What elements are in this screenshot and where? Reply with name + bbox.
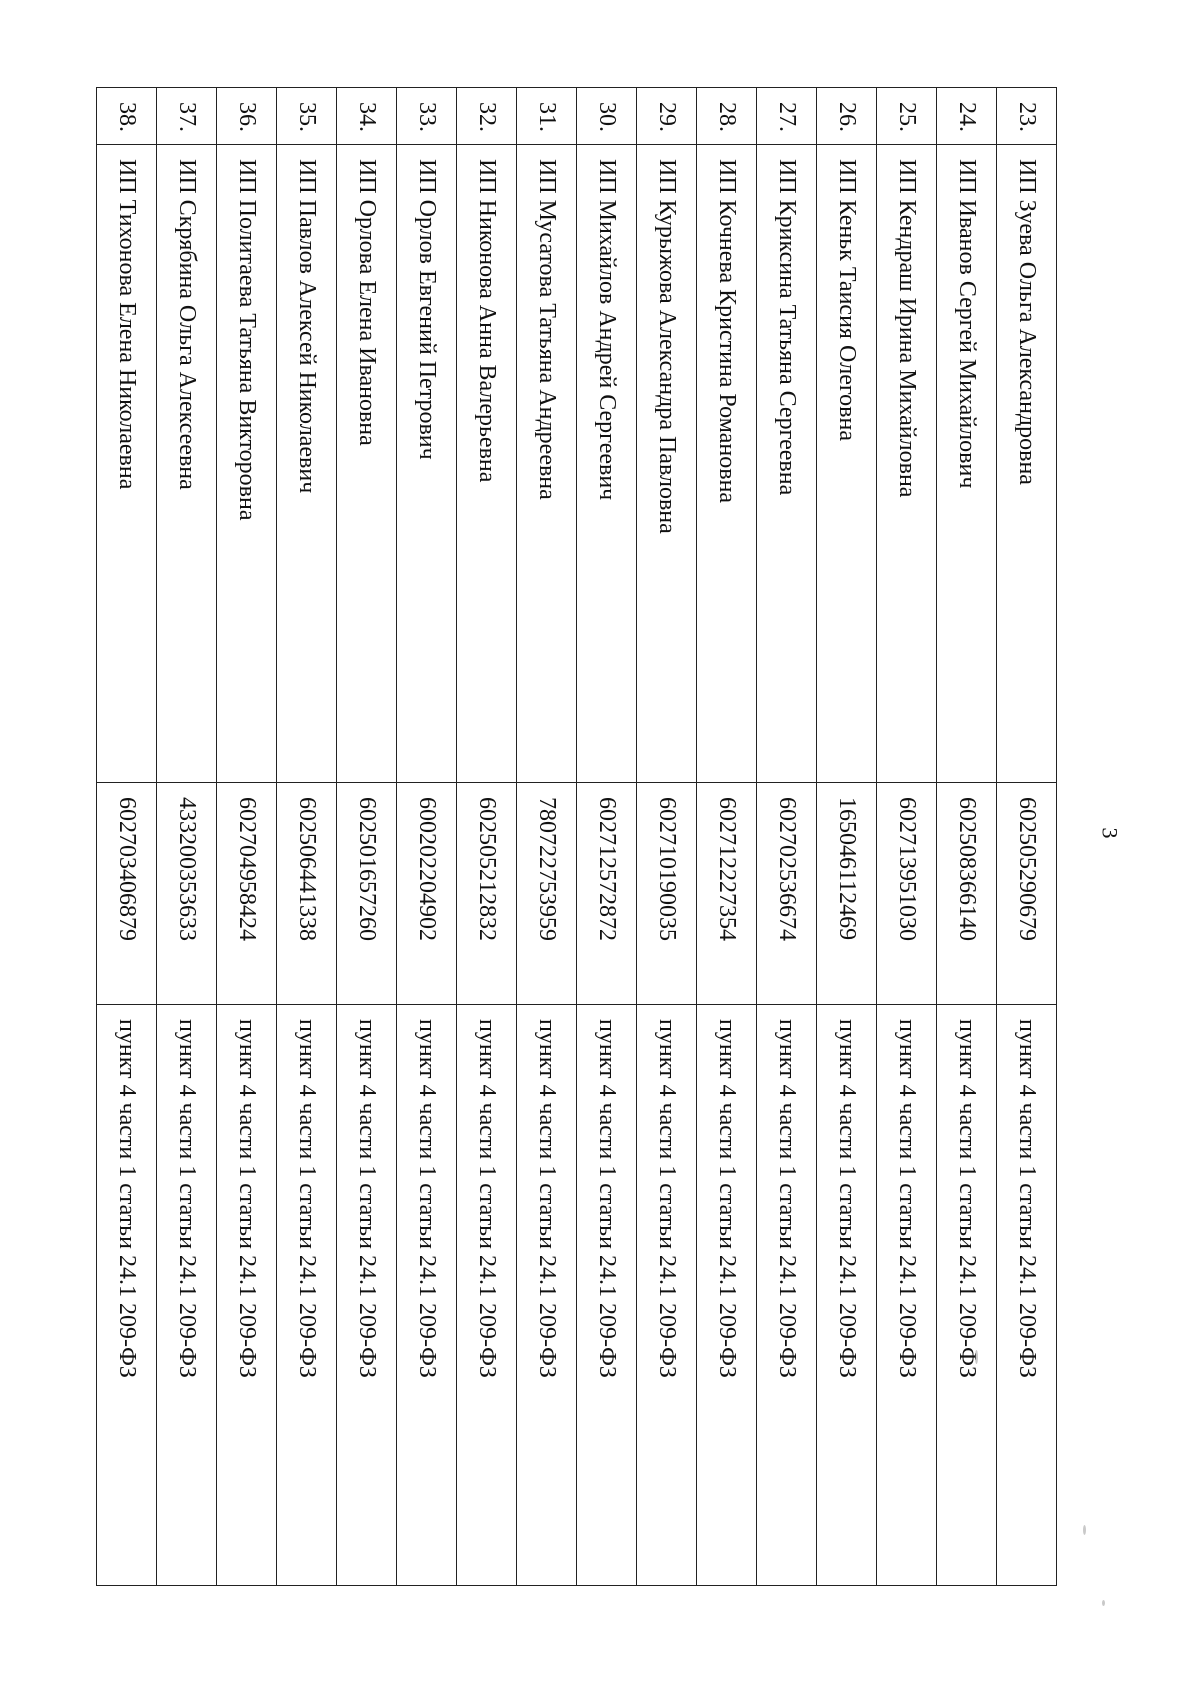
inn-cell: 602710190035 bbox=[637, 783, 697, 1005]
scan-speck bbox=[1083, 1525, 1086, 1535]
table-row bbox=[337, 88, 397, 1586]
inn-cell: 602702536674 bbox=[757, 783, 817, 1005]
inn-cell: 602501657260 bbox=[337, 783, 397, 1005]
entrepreneur-name-cell: ИП Мусатова Татьяна Андреевна bbox=[517, 145, 577, 783]
row-number-cell: 37. bbox=[157, 88, 217, 145]
legal-basis-cell: пункт 4 части 1 статьи 24.1 209-ФЗ bbox=[277, 1005, 337, 1586]
row-number-cell: 25. bbox=[877, 88, 937, 145]
inn-cell: 602713951030 bbox=[877, 783, 937, 1005]
inn-cell: 165046112469 bbox=[817, 783, 877, 1005]
inn-cell: 600202204902 bbox=[397, 783, 457, 1005]
legal-basis-cell: пункт 4 части 1 статьи 24.1 209-ФЗ bbox=[937, 1005, 997, 1586]
entrepreneur-name-cell: ИП Политаева Татьяна Викторовна bbox=[217, 145, 277, 783]
entrepreneurs-table bbox=[96, 87, 1057, 1586]
inn-cell: 780722753959 bbox=[517, 783, 577, 1005]
row-number-cell: 29. bbox=[637, 88, 697, 145]
legal-basis-cell: пункт 4 части 1 статьи 24.1 209-ФЗ bbox=[97, 1005, 157, 1586]
row-number-cell: 38. bbox=[97, 88, 157, 145]
legal-basis-cell: пункт 4 части 1 статьи 24.1 209-ФЗ bbox=[517, 1005, 577, 1586]
row-number-cell: 30. bbox=[577, 88, 637, 145]
inn-cell: 602712572872 bbox=[577, 783, 637, 1005]
inn-cell: 602505290679 bbox=[997, 783, 1057, 1005]
legal-basis-cell: пункт 4 части 1 статьи 24.1 209-ФЗ bbox=[337, 1005, 397, 1586]
inn-cell: 602506441338 bbox=[277, 783, 337, 1005]
entrepreneur-name-cell: ИП Орлова Елена Ивановна bbox=[337, 145, 397, 783]
row-number-cell: 31. bbox=[517, 88, 577, 145]
table-row bbox=[217, 88, 277, 1586]
entrepreneur-name-cell: ИП Михайлов Андрей Сергеевич bbox=[577, 145, 637, 783]
legal-basis-cell: пункт 4 части 1 статьи 24.1 209-ФЗ bbox=[697, 1005, 757, 1586]
entrepreneur-name-cell: ИП Криксина Татьяна Сергеевна bbox=[757, 145, 817, 783]
legal-basis-cell: пункт 4 части 1 статьи 24.1 209-ФЗ bbox=[457, 1005, 517, 1586]
inn-cell: 602505212832 bbox=[457, 783, 517, 1005]
legal-basis-cell: пункт 4 части 1 статьи 24.1 209-ФЗ bbox=[217, 1005, 277, 1586]
row-number-cell: 35. bbox=[277, 88, 337, 145]
row-number-cell: 28. bbox=[697, 88, 757, 145]
table-row bbox=[997, 88, 1057, 1586]
rotated-table-container bbox=[111, 87, 1057, 1585]
inn-cell: 602704958424 bbox=[217, 783, 277, 1005]
entrepreneur-name-cell: ИП Кеньк Таисия Олеговна bbox=[817, 145, 877, 783]
legal-basis-cell: пункт 4 части 1 статьи 24.1 209-ФЗ bbox=[817, 1005, 877, 1586]
page-number: 3 bbox=[1097, 827, 1123, 839]
row-number-cell: 26. bbox=[817, 88, 877, 145]
inn-cell: 602508366140 bbox=[937, 783, 997, 1005]
scan-speck bbox=[1102, 1600, 1105, 1606]
entrepreneur-name-cell: ИП Никонова Анна Валерьевна bbox=[457, 145, 517, 783]
table-row bbox=[277, 88, 337, 1586]
row-number-cell: 32. bbox=[457, 88, 517, 145]
entrepreneur-name-cell: ИП Кендраш Ирина Михайловна bbox=[877, 145, 937, 783]
entrepreneur-name-cell: ИП Орлов Евгений Петрович bbox=[397, 145, 457, 783]
legal-basis-cell: пункт 4 части 1 статьи 24.1 209-ФЗ bbox=[757, 1005, 817, 1586]
table-row bbox=[697, 88, 757, 1586]
table-row bbox=[877, 88, 937, 1586]
table-row bbox=[817, 88, 877, 1586]
table-row bbox=[637, 88, 697, 1586]
table-row bbox=[457, 88, 517, 1586]
legal-basis-cell: пункт 4 части 1 статьи 24.1 209-ФЗ bbox=[877, 1005, 937, 1586]
row-number-cell: 36. bbox=[217, 88, 277, 145]
table-row bbox=[517, 88, 577, 1586]
table-row bbox=[97, 88, 157, 1586]
entrepreneur-name-cell: ИП Тихонова Елена Николаевна bbox=[97, 145, 157, 783]
legal-basis-cell: пункт 4 части 1 статьи 24.1 209-ФЗ bbox=[157, 1005, 217, 1586]
scan-speck bbox=[975, 1350, 978, 1364]
row-number-cell: 24. bbox=[937, 88, 997, 145]
entrepreneur-name-cell: ИП Зуева Ольга Александровна bbox=[997, 145, 1057, 783]
row-number-cell: 33. bbox=[397, 88, 457, 145]
inn-cell: 602712227354 bbox=[697, 783, 757, 1005]
table-body bbox=[97, 88, 1057, 1586]
inn-cell: 433200353633 bbox=[157, 783, 217, 1005]
table-row bbox=[757, 88, 817, 1586]
entrepreneur-name-cell: ИП Скрябина Ольга Алексеевна bbox=[157, 145, 217, 783]
entrepreneur-name-cell: ИП Кочнева Кристина Романовна bbox=[697, 145, 757, 783]
entrepreneur-name-cell: ИП Павлов Алексей Николаевич bbox=[277, 145, 337, 783]
entrepreneur-name-cell: ИП Курыжова Александра Павловна bbox=[637, 145, 697, 783]
legal-basis-cell: пункт 4 части 1 статьи 24.1 209-ФЗ bbox=[577, 1005, 637, 1586]
table-row bbox=[577, 88, 637, 1586]
legal-basis-cell: пункт 4 части 1 статьи 24.1 209-ФЗ bbox=[397, 1005, 457, 1586]
row-number-cell: 34. bbox=[337, 88, 397, 145]
legal-basis-cell: пункт 4 части 1 статьи 24.1 209-ФЗ bbox=[637, 1005, 697, 1586]
entrepreneur-name-cell: ИП Иванов Сергей Михайлович bbox=[937, 145, 997, 783]
inn-cell: 602703406879 bbox=[97, 783, 157, 1005]
row-number-cell: 23. bbox=[997, 88, 1057, 145]
table-row bbox=[157, 88, 217, 1586]
table-row bbox=[937, 88, 997, 1586]
table-row bbox=[397, 88, 457, 1586]
legal-basis-cell: пункт 4 части 1 статьи 24.1 209-ФЗ bbox=[997, 1005, 1057, 1586]
row-number-cell: 27. bbox=[757, 88, 817, 145]
